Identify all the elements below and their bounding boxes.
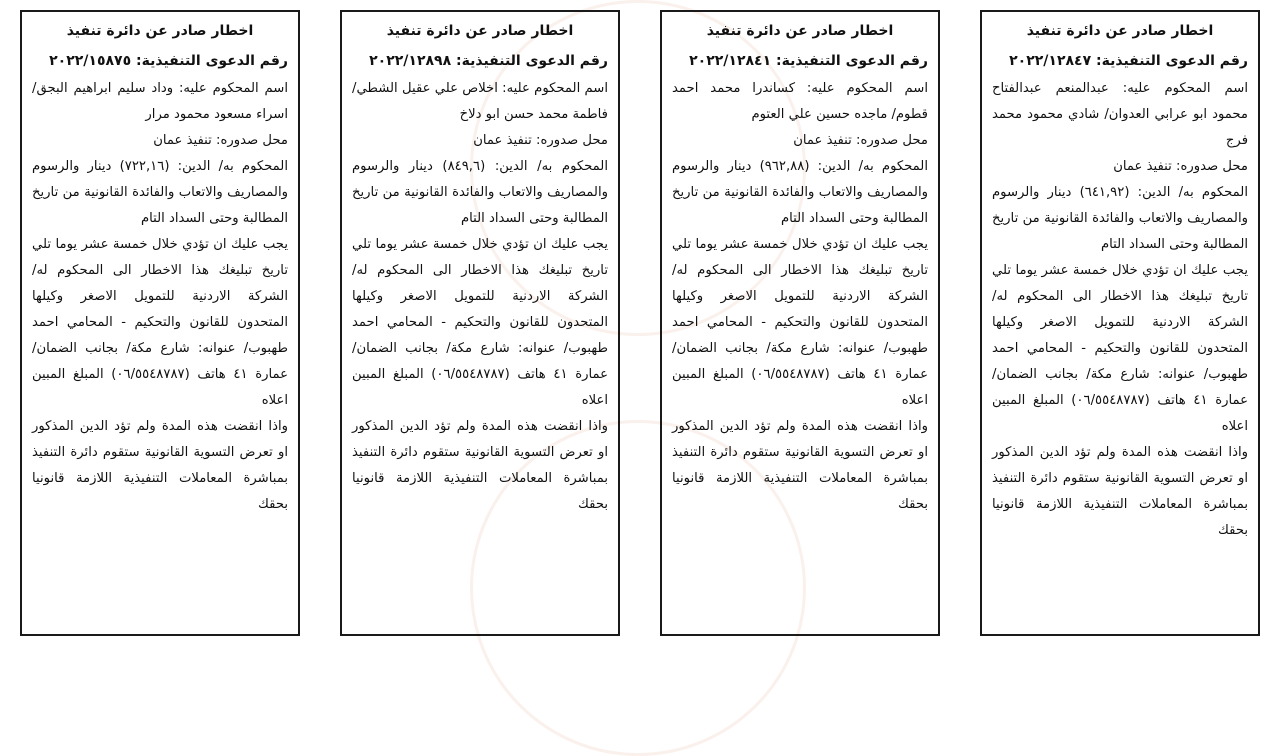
judgment-amount: المحكوم به/ الدين: (٧٢٢,١٦) دينار والرسوم والمصاريف والاتعاب والفائدة القانونية من تاريخ المطالبة وحتى السداد التام	[32, 159, 288, 226]
judgment-amount: المحكوم به/ الدين: (٩٦٢,٨٨) دينار والرسوم والمصاريف والاتعاب والفائدة القانونية من تاريخ المطالبة وحتى السداد التام	[672, 159, 928, 226]
execution-notice-3	[340, 10, 620, 636]
execution-notice-2	[660, 10, 940, 636]
defendant-name: اسم المحكوم عليه: اخلاص علي عقيل الشطي/ فاطمة محمد حسن ابو دلاخ	[352, 81, 608, 122]
notice-heading: اخطار صادر عن دائرة تنفيذ	[706, 23, 894, 39]
notice-body	[352, 76, 608, 518]
notice-heading: اخطار صادر عن دائرة تنفيذ	[1026, 23, 1214, 39]
payment-instruction: يجب عليك ان تؤدي خلال خمسة عشر يوما تلي تاريخ تبليغك هذا الاخطار الى المحكوم له/ الشركة الاردنية للتمويل الاصغر وكيلها المتحدون للقانون والتحكيم - المحامي احمد طهبوب/ عنوانه: شارع مكة/ بجانب الضمان/ عمارة ٤١ هاتف (٠٦/٥٥٤٨٧٨٧) المبلغ المبين اعلاه	[992, 263, 1248, 434]
notice-heading: اخطار صادر عن دائرة تنفيذ	[386, 23, 574, 39]
defendant-name: اسم المحكوم عليه: وداد سليم ابراهيم البجق/ اسراء مسعود محمود مرار	[32, 81, 288, 122]
case-number: رقم الدعوى التنفيذية: ٢٠٢٢/١٢٨٤٧	[1009, 53, 1248, 69]
judgment-amount: المحكوم به/ الدين: (٦٤١,٩٢) دينار والرسوم والمصاريف والاتعاب والفائدة القانونية من تاريخ المطالبة وحتى السداد التام	[992, 185, 1248, 252]
notice-body	[32, 76, 288, 518]
issue-place: محل صدوره: تنفيذ عمان	[793, 133, 928, 148]
issue-place: محل صدوره: تنفيذ عمان	[1113, 159, 1248, 174]
case-number: رقم الدعوى التنفيذية: ٢٠٢٢/١٢٨٩٨	[369, 53, 608, 69]
enforcement-warning: واذا انقضت هذه المدة ولم تؤد الدين المذكور او تعرض التسوية القانونية ستقوم دائرة التنفيذ بمباشرة المعاملات التنفيذية اللازمة قانونيا بحقك	[672, 419, 928, 512]
payment-instruction: يجب عليك ان تؤدي خلال خمسة عشر يوما تلي تاريخ تبليغك هذا الاخطار الى المحكوم له/ الشركة الاردنية للتمويل الاصغر وكيلها المتحدون للقانون والتحكيم - المحامي احمد طهبوب/ عنوانه: شارع مكة/ بجانب الضمان/ عمارة ٤١ هاتف (٠٦/٥٥٤٨٧٨٧) المبلغ المبين اعلاه	[32, 237, 288, 408]
enforcement-warning: واذا انقضت هذه المدة ولم تؤد الدين المذكور او تعرض التسوية القانونية ستقوم دائرة التنفيذ بمباشرة المعاملات التنفيذية اللازمة قانونيا بحقك	[352, 419, 608, 512]
issue-place: محل صدوره: تنفيذ عمان	[473, 133, 608, 148]
defendant-name: اسم المحكوم عليه: كساندرا محمد احمد قطوم/ ماجده حسين علي العتوم	[672, 81, 928, 122]
enforcement-warning: واذا انقضت هذه المدة ولم تؤد الدين المذكور او تعرض التسوية القانونية ستقوم دائرة التنفيذ بمباشرة المعاملات التنفيذية اللازمة قانونيا بحقك	[992, 445, 1248, 538]
notice-heading: اخطار صادر عن دائرة تنفيذ	[66, 23, 254, 39]
case-number: رقم الدعوى التنفيذية: ٢٠٢٢/١٢٨٤١	[689, 53, 928, 69]
payment-instruction: يجب عليك ان تؤدي خلال خمسة عشر يوما تلي تاريخ تبليغك هذا الاخطار الى المحكوم له/ الشركة الاردنية للتمويل الاصغر وكيلها المتحدون للقانون والتحكيم - المحامي احمد طهبوب/ عنوانه: شارع مكة/ بجانب الضمان/ عمارة ٤١ هاتف (٠٦/٥٥٤٨٧٨٧) المبلغ المبين اعلاه	[352, 237, 608, 408]
issue-place: محل صدوره: تنفيذ عمان	[153, 133, 288, 148]
notice-body	[992, 76, 1248, 544]
payment-instruction: يجب عليك ان تؤدي خلال خمسة عشر يوما تلي تاريخ تبليغك هذا الاخطار الى المحكوم له/ الشركة الاردنية للتمويل الاصغر وكيلها المتحدون للقانون والتحكيم - المحامي احمد طهبوب/ عنوانه: شارع مكة/ بجانب الضمان/ عمارة ٤١ هاتف (٠٦/٥٥٤٨٧٨٧) المبلغ المبين اعلاه	[672, 237, 928, 408]
enforcement-warning: واذا انقضت هذه المدة ولم تؤد الدين المذكور او تعرض التسوية القانونية ستقوم دائرة التنفيذ بمباشرة المعاملات التنفيذية اللازمة قانونيا بحقك	[32, 419, 288, 512]
judgment-amount: المحكوم به/ الدين: (٨٤٩,٦) دينار والرسوم والمصاريف والاتعاب والفائدة القانونية من تاريخ المطالبة وحتى السداد التام	[352, 159, 608, 226]
notice-body	[672, 76, 928, 518]
execution-notice-4	[20, 10, 300, 636]
defendant-name: اسم المحكوم عليه: عبدالمنعم عبدالفتاح محمود ابو عرابي العدوان/ شادي محمود محمد فرج	[992, 81, 1248, 148]
case-number: رقم الدعوى التنفيذية: ٢٠٢٢/١٥٨٧٥	[49, 53, 288, 69]
execution-notice-1	[980, 10, 1260, 636]
